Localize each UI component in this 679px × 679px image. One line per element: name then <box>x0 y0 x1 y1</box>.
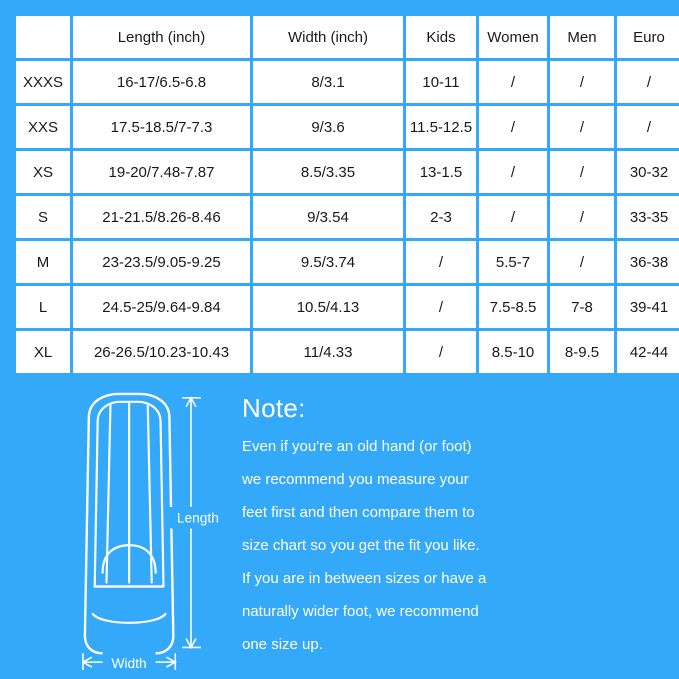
cell-width: 8.5/3.35 <box>253 151 403 193</box>
cell-euro: / <box>617 106 679 148</box>
note-line: naturally wider foot, we recommend <box>242 603 479 620</box>
cell-size: S <box>16 196 70 238</box>
cell-width: 9/3.6 <box>253 106 403 148</box>
header-cell-length: Length (inch) <box>73 16 250 58</box>
cell-women: / <box>479 61 547 103</box>
cell-size: XXS <box>16 106 70 148</box>
cell-size: XXXS <box>16 61 70 103</box>
header-cell-size <box>16 16 70 58</box>
note-line: feet first and then compare them to <box>242 504 475 521</box>
header-cell-women: Women <box>479 16 547 58</box>
header-cell-euro: Euro <box>617 16 679 58</box>
table-header-row <box>16 16 679 58</box>
size-table <box>13 13 679 376</box>
cell-kids: 10-11 <box>406 61 476 103</box>
length-label: Length <box>176 510 219 526</box>
cell-euro: 39-41 <box>617 286 679 328</box>
table-row <box>16 241 679 283</box>
note-line: we recommend you measure your <box>242 471 469 488</box>
cell-kids: / <box>406 241 476 283</box>
note-block <box>242 392 662 661</box>
note-line: size chart so you get the fit you like. <box>242 537 480 554</box>
cell-length: 23-23.5/9.05-9.25 <box>73 241 250 283</box>
cell-width: 9.5/3.74 <box>253 241 403 283</box>
cell-kids: / <box>406 331 476 373</box>
cell-men: 7-8 <box>550 286 614 328</box>
cell-width: 8/3.1 <box>253 61 403 103</box>
cell-length: 17.5-18.5/7-7.3 <box>73 106 250 148</box>
cell-kids: / <box>406 286 476 328</box>
header-cell-width: Width (inch) <box>253 16 403 58</box>
cell-women: / <box>479 106 547 148</box>
cell-size: XL <box>16 331 70 373</box>
note-line: Even if you're an old hand (or foot) <box>242 438 472 455</box>
cell-euro: 42-44 <box>617 331 679 373</box>
cell-men: / <box>550 196 614 238</box>
cell-kids: 13-1.5 <box>406 151 476 193</box>
header-cell-men: Men <box>550 16 614 58</box>
cell-width: 11/4.33 <box>253 331 403 373</box>
cell-width: 9/3.54 <box>253 196 403 238</box>
cell-kids: 11.5-12.5 <box>406 106 476 148</box>
cell-men: 8-9.5 <box>550 331 614 373</box>
cell-width: 10.5/4.13 <box>253 286 403 328</box>
cell-length: 16-17/6.5-6.8 <box>73 61 250 103</box>
cell-length: 19-20/7.48-7.87 <box>73 151 250 193</box>
cell-length: 24.5-25/9.64-9.84 <box>73 286 250 328</box>
cell-euro: / <box>617 61 679 103</box>
size-table-container <box>13 13 669 376</box>
cell-euro: 30-32 <box>617 151 679 193</box>
table-row <box>16 151 679 193</box>
cell-size: XS <box>16 151 70 193</box>
cell-men: / <box>550 151 614 193</box>
cell-size: M <box>16 241 70 283</box>
width-label: Width <box>111 656 147 670</box>
table-row <box>16 61 679 103</box>
cell-length: 21-21.5/8.26-8.46 <box>73 196 250 238</box>
cell-men: / <box>550 106 614 148</box>
cell-women: 5.5-7 <box>479 241 547 283</box>
cell-women: / <box>479 151 547 193</box>
note-line: If you are in between sizes or have a <box>242 570 487 587</box>
cell-men: / <box>550 61 614 103</box>
cell-length: 26-26.5/10.23-10.43 <box>73 331 250 373</box>
table-row <box>16 286 679 328</box>
cell-euro: 33-35 <box>617 196 679 238</box>
swim-fin-diagram <box>40 390 230 670</box>
bottom-section <box>0 380 679 679</box>
cell-men: / <box>550 241 614 283</box>
cell-euro: 36-38 <box>617 241 679 283</box>
cell-women: 7.5-8.5 <box>479 286 547 328</box>
table-row <box>16 331 679 373</box>
note-line: one size up. <box>242 636 323 653</box>
table-row <box>16 196 679 238</box>
cell-size: L <box>16 286 70 328</box>
heel-strap <box>93 614 166 623</box>
table-row <box>16 106 679 148</box>
cell-women: / <box>479 196 547 238</box>
header-cell-kids: Kids <box>406 16 476 58</box>
cell-women: 8.5-10 <box>479 331 547 373</box>
note-title: Note: <box>242 393 306 423</box>
cell-kids: 2-3 <box>406 196 476 238</box>
